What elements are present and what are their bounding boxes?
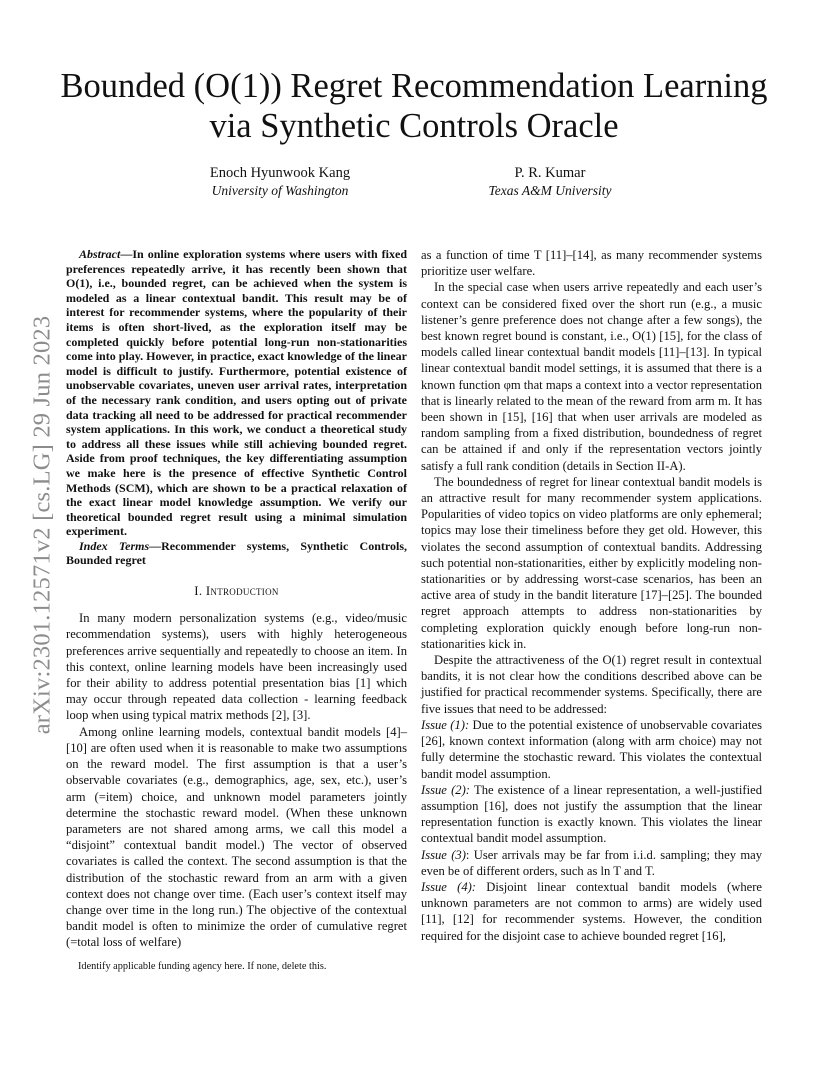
section-heading-introduction <box>66 583 407 599</box>
right-paragraph-1: as a function of time T [11]–[14], as many recommender systems prioritize user welfare. <box>421 248 762 279</box>
issue-4-text: Disjoint linear contextual bandit models (where unknown parameters are not common to arms) are widely used [11], [12] for recommender systems. However, the condition required for the disjoint case to achieve bounded regret [16], <box>421 879 762 943</box>
issue-2-label: Issue (2): <box>421 782 470 797</box>
section-number: I. <box>194 584 206 599</box>
issue-3-label: Issue (3) <box>421 847 466 862</box>
right-column <box>421 247 762 944</box>
issue-1-label: Issue (1): <box>421 717 470 732</box>
right-paragraph-2: In the special case when users arrive repeatedly and each user’s context can be considered fixed over the short run (e.g., a music listener’s genre preference does not change after a few songs), the best known regret bound is constant, i.e., O(1) [15], for the class of models called linear contextual bandit models [11]–[13]. In typical linear contextual bandit model settings, it is assumed that there is a known function φm that maps a context into a vector representation that is linearly related to the mean of the reward from arm m. It has been shown in [15], [16] that when user arrivals are modeled as random sampling from a fixed distribution, boundedness of regret can be attained if and only if the representation vectors jointly satisfy a full rank condition (details in Section II-A). <box>421 280 762 473</box>
issue-1-text: Due to the potential existence of unobservable covariates [26], known context information (along with arm choice) may not fully determine the stochastic reward. This violates the contextual bandit model assumption. <box>421 717 762 781</box>
issue-2 <box>421 782 762 847</box>
issue-2-text: The existence of a linear representation, a well-justified assumption [16], does not justify the assumption that the linear representation function is exactly known. This violates the linear contextual bandit model assumption. <box>421 782 762 846</box>
author-block-2 <box>420 164 680 200</box>
section-title: Introduction <box>205 584 279 599</box>
arxiv-identifier-stamp <box>22 290 62 760</box>
author-name: Enoch Hyunwook Kang <box>209 165 351 181</box>
index-terms-label: Index Terms <box>79 538 150 553</box>
right-paragraph-3: The boundedness of regret for linear contextual bandit models is an attractive result for many recommender system applications. Popularities of video topics on video platforms are only ephemeral; topics may lose their timeliness before they get old. However, this violates the second assumption of contextual bandits. Addressing such potential non-stationarities, either by explicitly modeling non-stationarities or by addressing worst-case scenarios, has been an active area of study in the bandit literature [17]–[25]. The bounded regret approach attempts to address non-stationarities by completing exploration quickly enough before long-run non-stationarities kick in. <box>421 474 762 651</box>
title-line-2: via Synthetic Controls Oracle <box>209 107 619 145</box>
issue-4 <box>421 879 762 944</box>
issue-3 <box>421 847 762 879</box>
issue-4-label: Issue (4): <box>421 879 477 894</box>
abstract-label: Abstract <box>79 247 121 261</box>
abstract-text: —In online exploration systems where users with fixed preferences repeatedly arrive, it has recently been shown that O(1), i.e., bounded regret, can be achieved when the system is modeled as a linear contextual bandit. This result may be of interest for recommender systems, where the popularity of their items is often short-lived, as the exploration itself may be completed quickly before potential long-run non-stationarities come into play. However, in practice, exact knowledge of the linear model is difficult to justify. Furthermore, potential existence of unobservable covariates, uneven user arrival rates, interpretation of the necessary rank condition, and users opting out of private data tracking all need to be addressed for practical recommender system applications. In this work, we conduct a theoretical study to address all these issues while still achieving bounded regret. Aside from proof techniques, the key differentiating assumption we make here is the presence of effective Synthetic Control Methods (SCM), which are shown to be a practical relaxation of the exact linear model knowledge assumption. We verify our theoretical bounded regret result using a minimal simulation experiment. <box>66 247 407 539</box>
author-affiliation: Texas A&M University <box>488 183 612 198</box>
author-block-1 <box>150 164 410 200</box>
intro-paragraph-1: In many modern personalization systems (e.g., video/music recommendation systems), users with highly heterogeneous preferences arrive sequentially and repeatedly to choose an item. In this context, online learning models have been increasingly used for their ability to address potential presentation bias [1] which may occur through repeated data collection - learning feedback loop when using typical matrix methods [2], [3]. <box>66 611 407 723</box>
index-terms-text: —Recommender systems, Synthetic Controls, Bounded regret <box>66 538 407 568</box>
right-paragraph-4: Despite the attractiveness of the O(1) regret result in contextual bandits, it is not clear how the conditions described above can be justified for practical recommender systems. Specifically, there are five issues that need to be addressed: <box>421 653 762 716</box>
abstract <box>66 247 407 539</box>
arxiv-stamp-text: arXiv:2301.12571v2 [cs.LG] 29 Jun 2023 <box>28 315 56 735</box>
author-affiliation: University of Washington <box>211 183 349 198</box>
paper-title <box>60 66 768 146</box>
left-column <box>66 247 407 951</box>
footnote: Identify applicable funding agency here. If none, delete this. <box>78 961 327 972</box>
author-name: P. R. Kumar <box>514 165 586 181</box>
issue-1 <box>421 717 762 782</box>
issue-3-text: : User arrivals may be far from i.i.d. sampling; they may even be of different orders, such as ln T and T. <box>421 847 762 878</box>
title-line-1: Bounded (O(1)) Regret Recommendation Learning <box>60 67 768 105</box>
index-terms <box>66 539 407 568</box>
intro-paragraph-2: Among online learning models, contextual bandit models [4]–[10] are often used when it is reasonable to make two assumptions on the reward model. The first assumption is that a user’s observable covariates (e.g., demographics, age, sex, etc.), user’s arm (=item) choice, and unknown model parameters jointly determine the stochastic reward model. (When these unknown parameters are not shared among arms, we call this model a “disjoint” contextual bandit model.) The vector of observed covariates is called the context. The second assumption is that the distribution of the stochastic reward from an arm with a given context does not change over time. (Each user’s context itself may change over time in the long run.) The objective of the contextual bandit model is often to minimize the order of cumulative regret (=total loss of welfare) <box>66 724 407 950</box>
